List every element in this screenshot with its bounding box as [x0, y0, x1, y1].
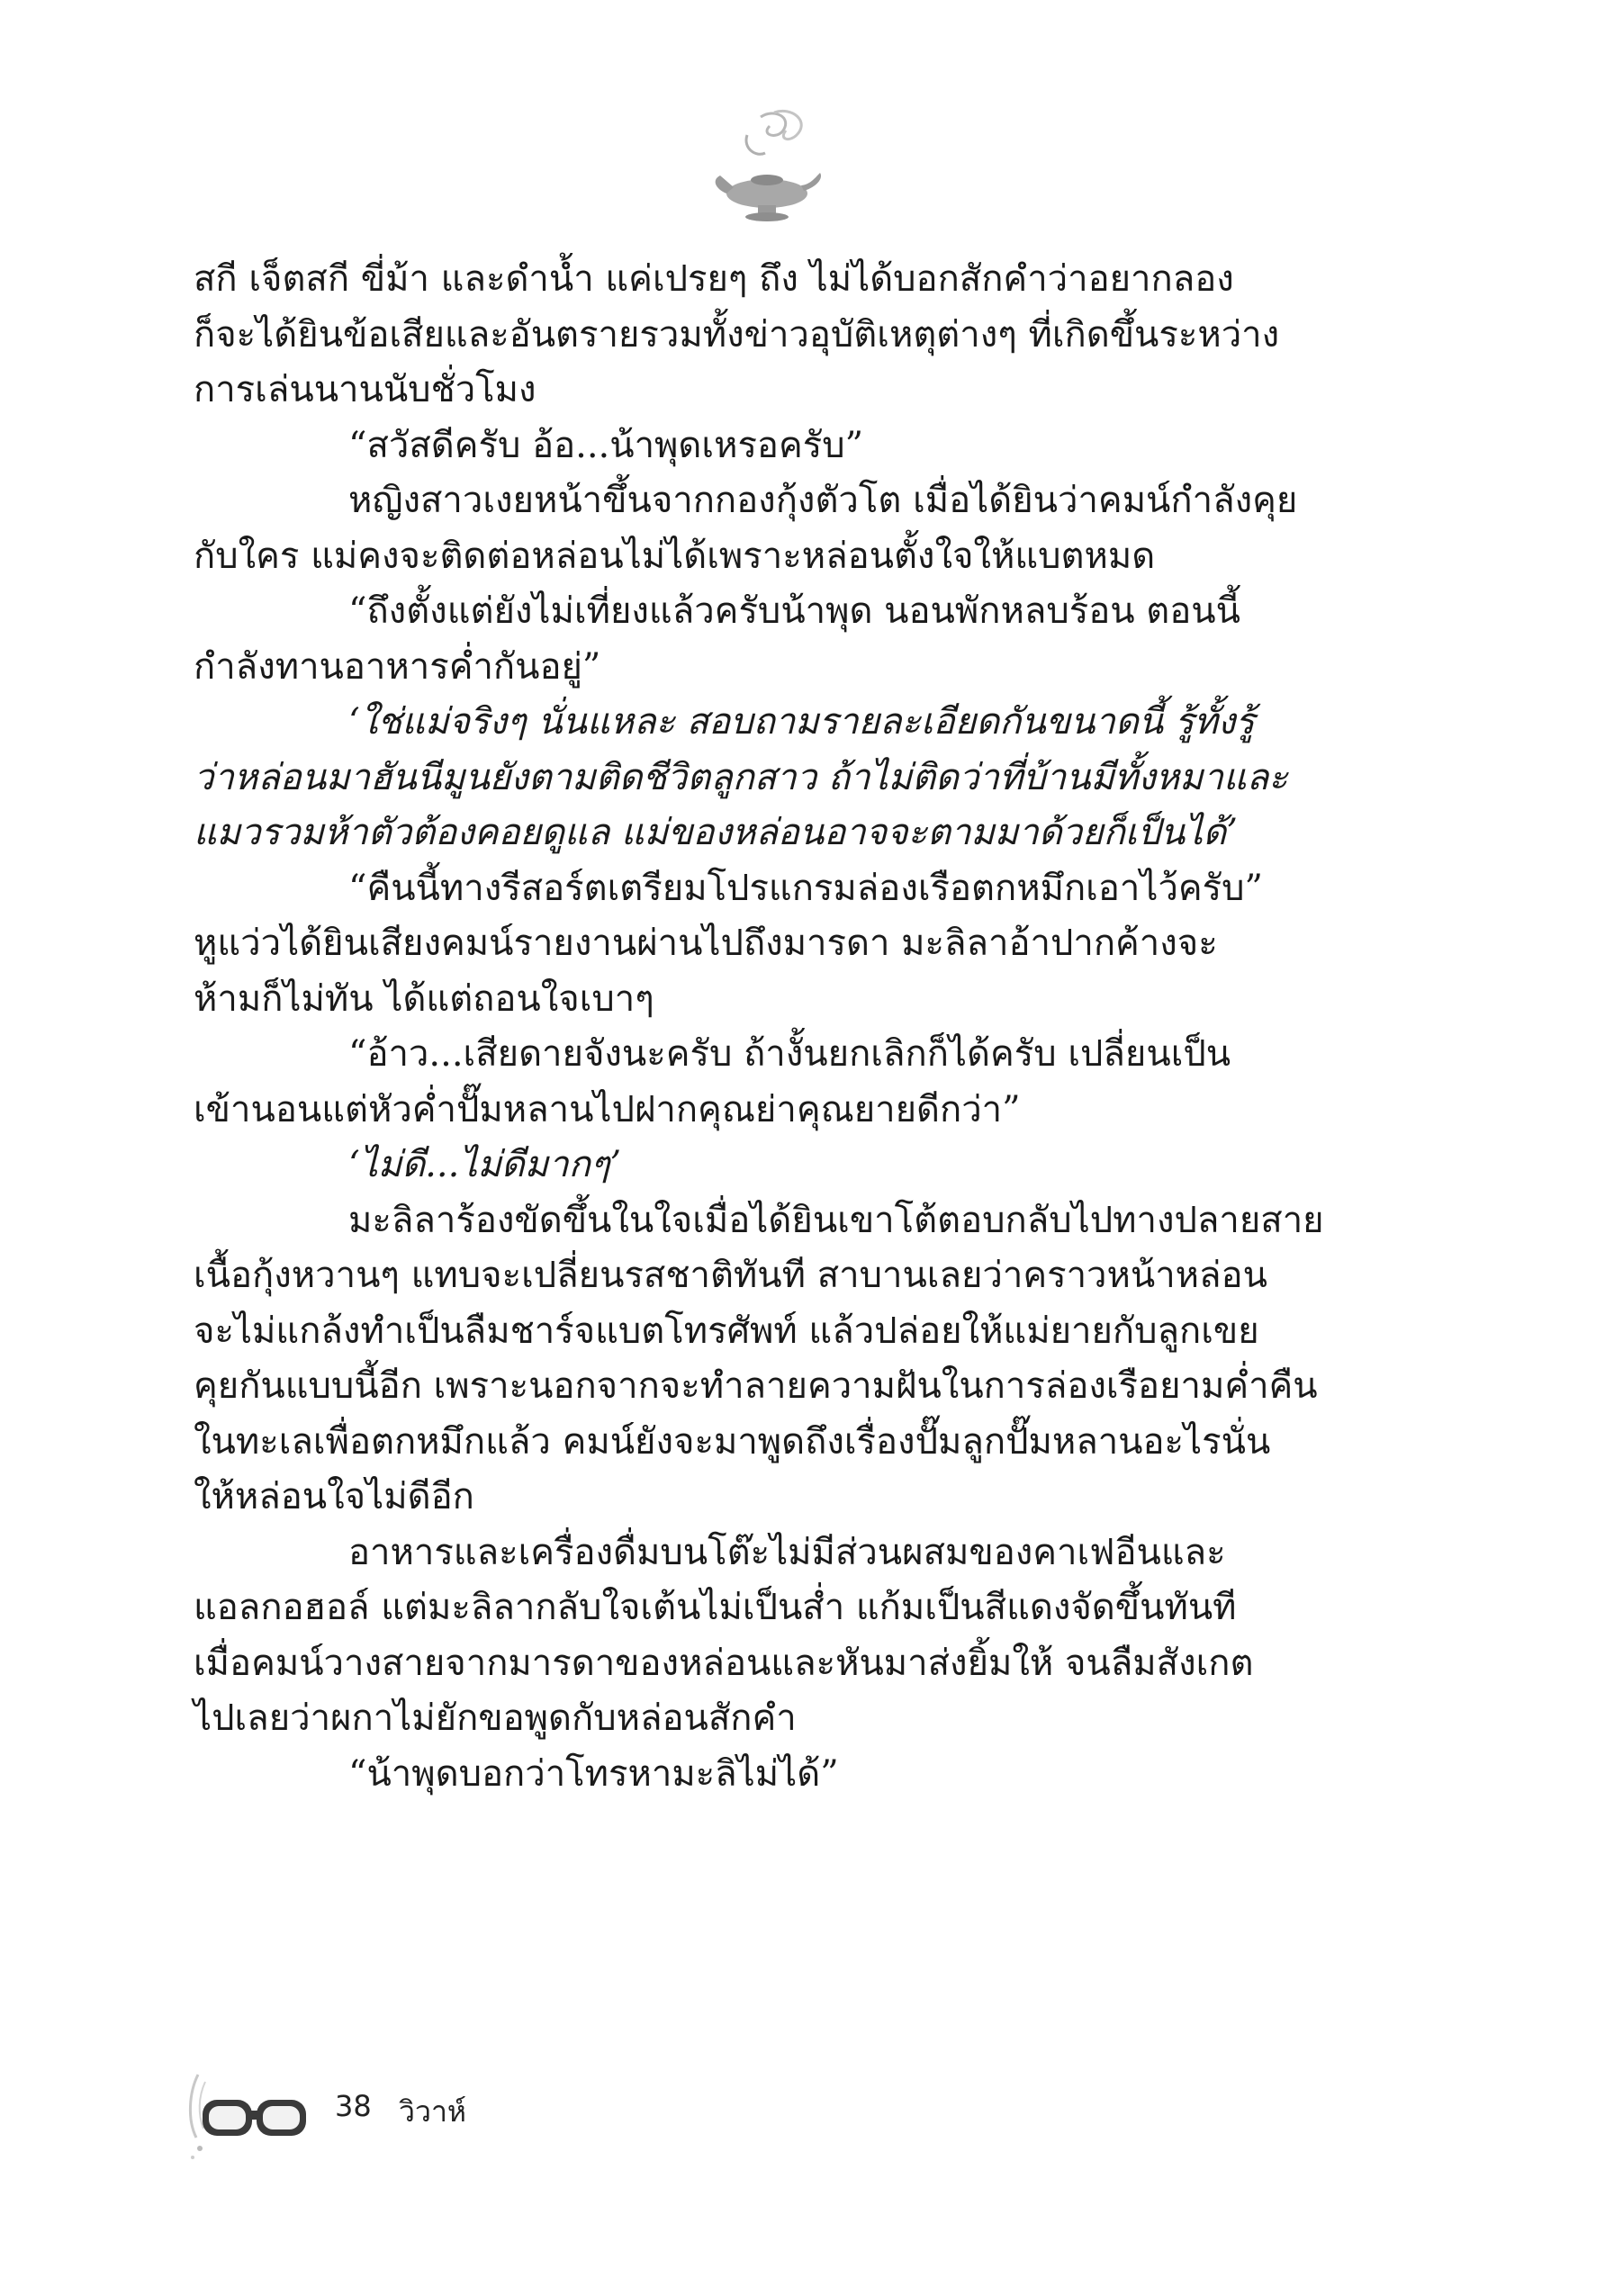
- text-line: ให้หล่อนใจไม่ดีอีก: [194, 1476, 474, 1517]
- text-line: ก็จะได้ยินข้อเสียและอันตรายรวมทั้งข่าวอุบัติเหตุต่างๆ ที่เกิดขึ้นระหว่าง: [194, 313, 1280, 356]
- dialogue-line: “น้าพุดบอกว่าโทรหามะลิไม่ได้”: [348, 1752, 839, 1795]
- text-line: จะไม่แกล้งทำเป็นลืมชาร์จแบตโทรศัพท์ แล้วปล่อยให้แม่ยายกับลูกเขย: [194, 1310, 1259, 1352]
- genie-lamp-icon: [707, 108, 828, 225]
- dialogue-line: “ถึงตั้งแต่ยังไม่เที่ยงแล้วครับน้าพุด นอนพักหลบร้อน ตอนนี้: [348, 590, 1240, 632]
- dialogue-line: “อ้าว...เสียดายจังนะครับ ถ้างั้นยกเลิกก็ได้ครับ เปลี่ยนเป็น: [348, 1033, 1231, 1075]
- text-body: [194, 252, 1364, 1802]
- text-line: การเล่นนานนับชั่วโมง: [194, 369, 537, 410]
- thought-line: ว่าหล่อนมาฮันนีมูนยังตามติดชีวิตลูกสาว ถ้าไม่ติดว่าที่บ้านมีทั้งหมาและ: [194, 756, 1288, 798]
- text-line: กำลังทานอาหารค่ำกันอยู่”: [194, 645, 601, 688]
- dialogue-line: “คืนนี้ทางรีสอร์ตเตรียมโปรแกรมล่องเรือตกหมึกเอาไว้ครับ”: [348, 867, 1263, 909]
- page-footer: [180, 2066, 720, 2174]
- thought-line: ‘ไม่ดี...ไม่ดีมากๆ’: [348, 1144, 622, 1185]
- text-line: กับใคร แม่คงจะติดต่อหล่อนไม่ได้เพราะหล่อนตั้งใจให้แบตหมด: [194, 535, 1156, 577]
- text-line: ไปเลยว่าผกาไม่ยักขอพูดกับหล่อนสักคำ: [194, 1697, 797, 1739]
- text-line: เนื้อกุ้งหวานๆ แทบจะเปลี่ยนรสชาติทันที สาบานเลยว่าคราวหน้าหล่อน: [194, 1255, 1267, 1296]
- book-title: วิวาห์: [399, 2094, 466, 2129]
- text-line: ห้ามก็ไม่ทัน ได้แต่ถอนใจเบาๆ: [194, 977, 654, 1020]
- text-line: คุยกันแบบนี้อีก เพราะนอกจากจะทำลายความฝันในการล่องเรือยามค่ำคืน: [194, 1365, 1318, 1407]
- text-line: เมื่อคมน์วางสายจากมารดาของหล่อนและหันมาส่งยิ้มให้ จนลืมสังเกต: [194, 1642, 1254, 1684]
- paragraph-start: หญิงสาวเงยหน้าขึ้นจากกองกุ้งตัวโต เมื่อได้ยินว่าคมน์กำลังคุย: [348, 480, 1298, 521]
- text-line: สกี เจ็ตสกี ขี่ม้า และดำน้ำ แค่เปรยๆ ถึง ไม่ได้บอกสักคำว่าอยากลอง: [194, 258, 1234, 300]
- page-number: 38: [335, 2089, 372, 2123]
- dialogue-line: “สวัสดีครับ อ้อ...น้าพุดเหรอครับ”: [348, 424, 864, 466]
- paragraph-start: อาหารและเครื่องดื่มบนโต๊ะไม่มีส่วนผสมของคาเฟอีนและ: [348, 1531, 1226, 1573]
- paragraph-start: มะลิลาร้องขัดขึ้นในใจเมื่อได้ยินเขาโต้ตอบกลับไปทางปลายสาย: [348, 1199, 1324, 1241]
- thought-line: แมวรวมห้าตัวต้องคอยดูแล แม่ของหล่อนอาจจะตามมาด้วยก็เป็นได้’: [194, 812, 1238, 853]
- diving-goggles-icon: [180, 2066, 315, 2165]
- thought-line: ‘ใช่แม่จริงๆ นั่นแหละ สอบถามรายละเอียดกันขนาดนี้ รู้ทั้งรู้: [348, 701, 1255, 743]
- text-line: ในทะเลเพื่อตกหมึกแล้ว คมน์ยังจะมาพูดถึงเรื่องปั๊มลูกปั๊มหลานอะไรนั่น: [194, 1420, 1271, 1463]
- text-line: แอลกอฮอล์ แต่มะลิลากลับใจเต้นไม่เป็นส่ำ แก้มเป็นสีแดงจัดขึ้นทันที: [194, 1587, 1237, 1628]
- text-line: เข้านอนแต่หัวค่ำปั๊มหลานไปฝากคุณย่าคุณยายดีกว่า”: [194, 1088, 1021, 1130]
- text-line: หูแว่วได้ยินเสียงคมน์รายงานผ่านไปถึงมารดา มะลิลาอ้าปากค้างจะ: [194, 923, 1218, 964]
